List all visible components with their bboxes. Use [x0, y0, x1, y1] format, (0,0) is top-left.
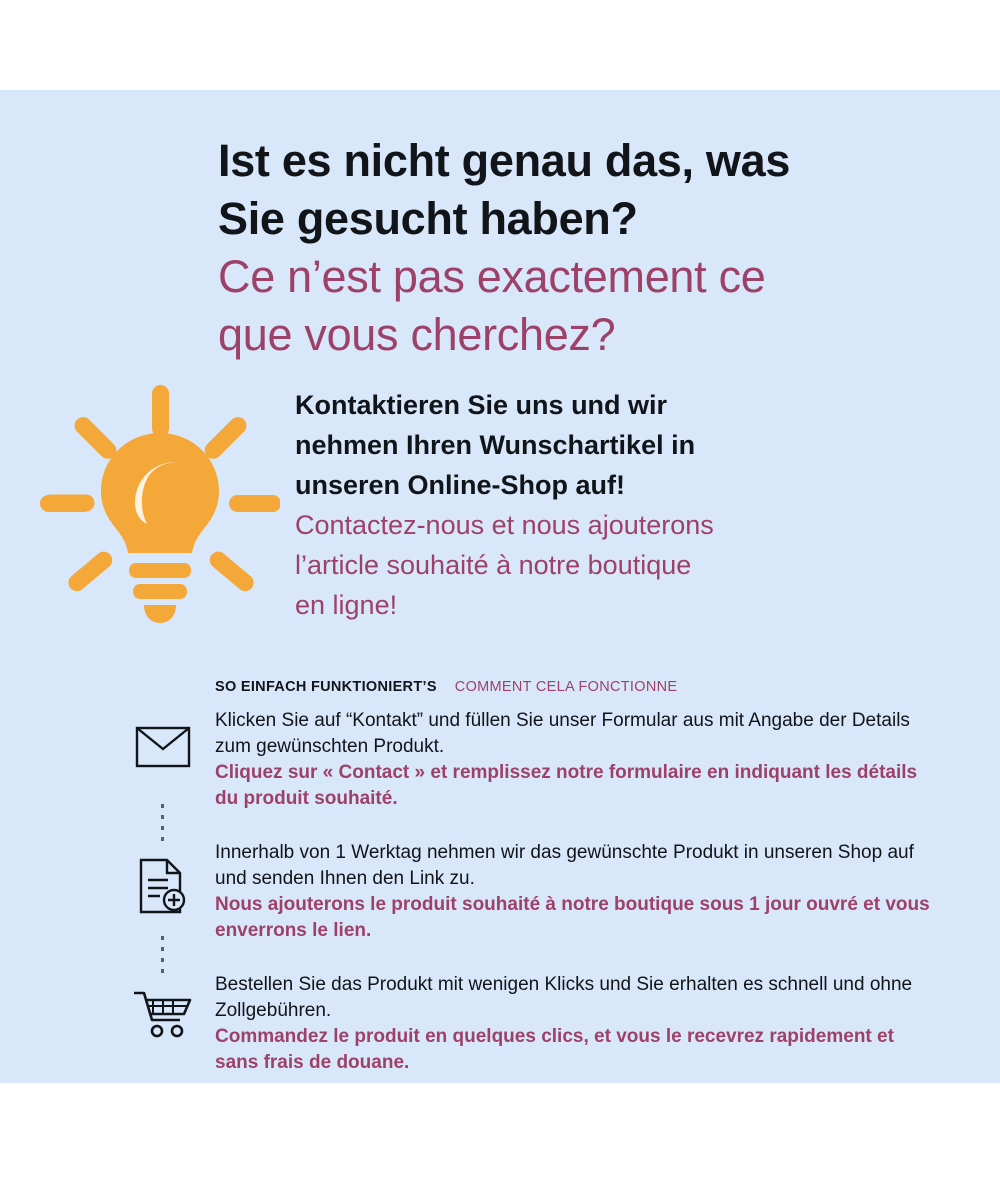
list-item	[110, 708, 940, 812]
subhead-block	[295, 385, 915, 625]
subhead-fr-line2: l’article souhaité à notre boutique	[295, 550, 692, 580]
step-connector	[110, 812, 215, 840]
headline-de-line2: Sie gesucht haben?	[218, 193, 638, 244]
step-connector	[110, 944, 215, 972]
how-it-works-heading	[215, 679, 677, 695]
subhead-fr-line1: Contactez-nous et nous ajouterons	[295, 510, 714, 540]
list-item	[110, 840, 940, 944]
lightbulb-icon	[40, 385, 280, 635]
step-text-de: Bestellen Sie das Produkt mit wenigen Klicks und Sie erhalten es schnell und ohne Zollgebühren.	[215, 974, 913, 1021]
steps-list	[110, 708, 940, 1076]
headline-block	[218, 132, 938, 364]
shopping-cart-icon	[110, 972, 215, 1038]
step-text-fr: Commandez le produit en quelques clics, et vous le recevrez rapidement et sans frais de douane.	[215, 1026, 894, 1073]
headline-fr-line2: que vous cherchez?	[218, 309, 616, 360]
how-it-works-title-de: SO EINFACH FUNKTIONIERT’S	[215, 679, 437, 695]
subhead-de-line1: Kontaktieren Sie uns und wir	[295, 390, 668, 420]
document-add-icon	[110, 840, 215, 914]
subhead-de-line2: nehmen Ihren Wunschartikel in	[295, 430, 696, 460]
step-text-de: Innerhalb von 1 Werktag nehmen wir das gewünschte Produkt in unseren Shop auf und senden Ihnen den Link zu.	[215, 842, 914, 889]
subhead-fr-line3: en ligne!	[295, 590, 398, 620]
subhead-de-line3: unseren Online-Shop auf!	[295, 470, 626, 500]
list-item	[110, 972, 940, 1076]
promo-banner	[0, 90, 1000, 1083]
envelope-icon	[110, 708, 215, 768]
headline-de-line1: Ist es nicht genau das, was	[218, 135, 791, 186]
step-text-fr: Nous ajouterons le produit souhaité à notre boutique sous 1 jour ouvré et vous enverrons le lien.	[215, 894, 930, 941]
headline-fr-line1: Ce n’est pas exactement ce	[218, 251, 766, 302]
how-it-works-title-fr: COMMENT CELA FONCTIONNE	[454, 679, 678, 695]
step-text-fr: Cliquez sur « Contact » et remplissez notre formulaire en indiquant les détails du produit souhaité.	[215, 762, 918, 809]
step-text-de: Klicken Sie auf “Kontakt” und füllen Sie unser Formular aus mit Angabe der Details zum gewünschten Produkt.	[215, 710, 910, 757]
